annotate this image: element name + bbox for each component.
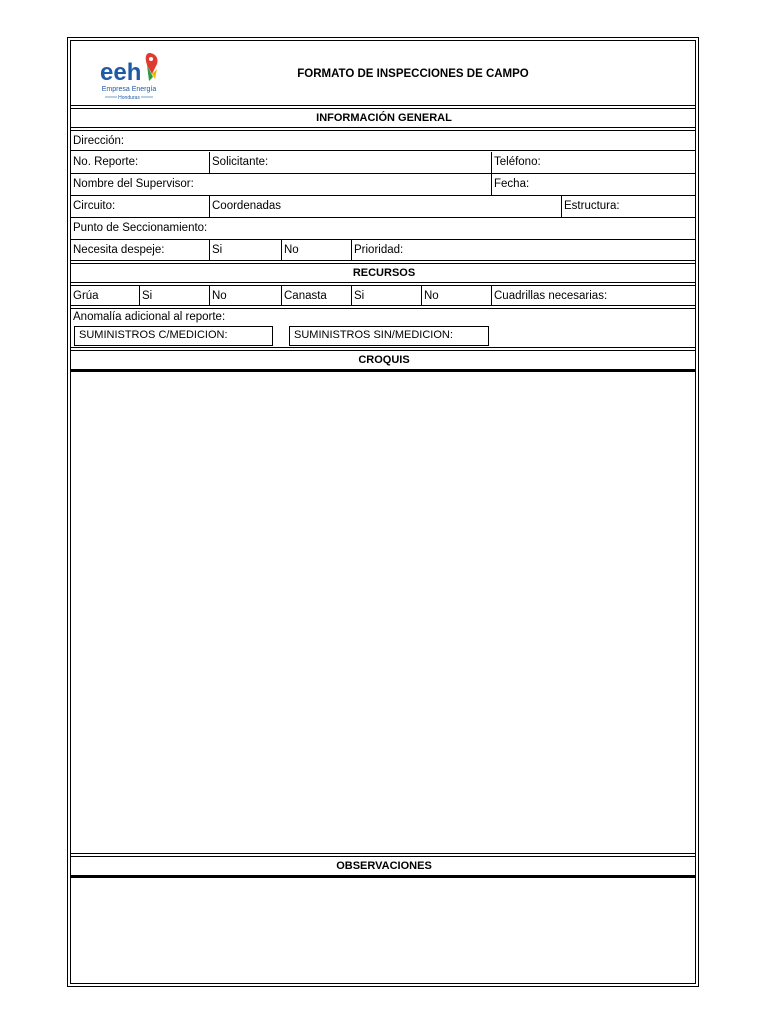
label-fecha: Fecha: (491, 174, 695, 195)
label-punto-seccionamiento: Punto de Seccionamiento: (73, 222, 208, 234)
label-circuito: Circuito: (73, 200, 116, 212)
option-canasta-si: Si (351, 286, 421, 305)
form-header (71, 41, 695, 106)
row-direccion (71, 130, 695, 151)
general-section-title: INFORMACIÓN GENERAL (316, 112, 452, 124)
row-supervisor (71, 174, 695, 196)
label-estructura: Estructura: (561, 196, 695, 217)
observaciones-writing-area (71, 878, 695, 983)
label-prioridad: Prioridad: (351, 240, 695, 260)
row-punto (71, 218, 695, 240)
option-canasta-no: No (421, 286, 491, 305)
form-title: FORMATO DE INSPECCIONES DE CAMPO (297, 68, 529, 80)
croquis-drawing-area (71, 372, 695, 854)
croquis-section-header (71, 350, 695, 372)
form-inner-border (70, 40, 696, 984)
observaciones-section-header (71, 856, 695, 878)
label-telefono: Teléfono: (491, 152, 695, 173)
label-coordenadas: Coordenadas (209, 196, 561, 217)
logo-line1: Empresa Energía (101, 86, 157, 93)
label-no-reporte: No. Reporte: (73, 156, 139, 168)
box-suministros-sin-medicion: SUMINISTROS SIN/MEDICION: (289, 326, 489, 346)
logo-line2: Honduras (118, 95, 140, 101)
row-circuito (71, 196, 695, 218)
option-despeje-no: No (281, 240, 351, 260)
box-suministros-con-medicion: SUMINISTROS C/MEDICION: (74, 326, 273, 346)
label-direccion: Dirección: (73, 135, 125, 147)
option-despeje-si: Si (209, 240, 281, 260)
logo-brand-text: eeh (100, 59, 142, 86)
label-supervisor: Nombre del Supervisor: (73, 178, 194, 190)
label-anomalia: Anomalía adicional al reporte: (73, 311, 226, 323)
label-cuadrillas: Cuadrillas necesarias: (491, 286, 695, 305)
recursos-section-header (71, 263, 695, 283)
label-canasta: Canasta (281, 286, 351, 305)
observaciones-section-title: OBSERVACIONES (336, 860, 432, 872)
row-despeje (71, 240, 695, 261)
form-outer-border (67, 37, 699, 987)
recursos-section-title: RECURSOS (352, 267, 416, 279)
row-reporte (71, 152, 695, 174)
option-grua-si: Si (139, 286, 209, 305)
row-anomalia (71, 308, 695, 348)
label-necesita-despeje: Necesita despeje: (73, 244, 165, 256)
croquis-section-title: CROQUIS (358, 354, 410, 366)
option-grua-no: No (209, 286, 281, 305)
label-solicitante: Solicitante: (209, 152, 491, 173)
label-grua: Grúa (73, 290, 99, 302)
general-section-header (71, 108, 695, 128)
row-recursos (71, 285, 695, 306)
